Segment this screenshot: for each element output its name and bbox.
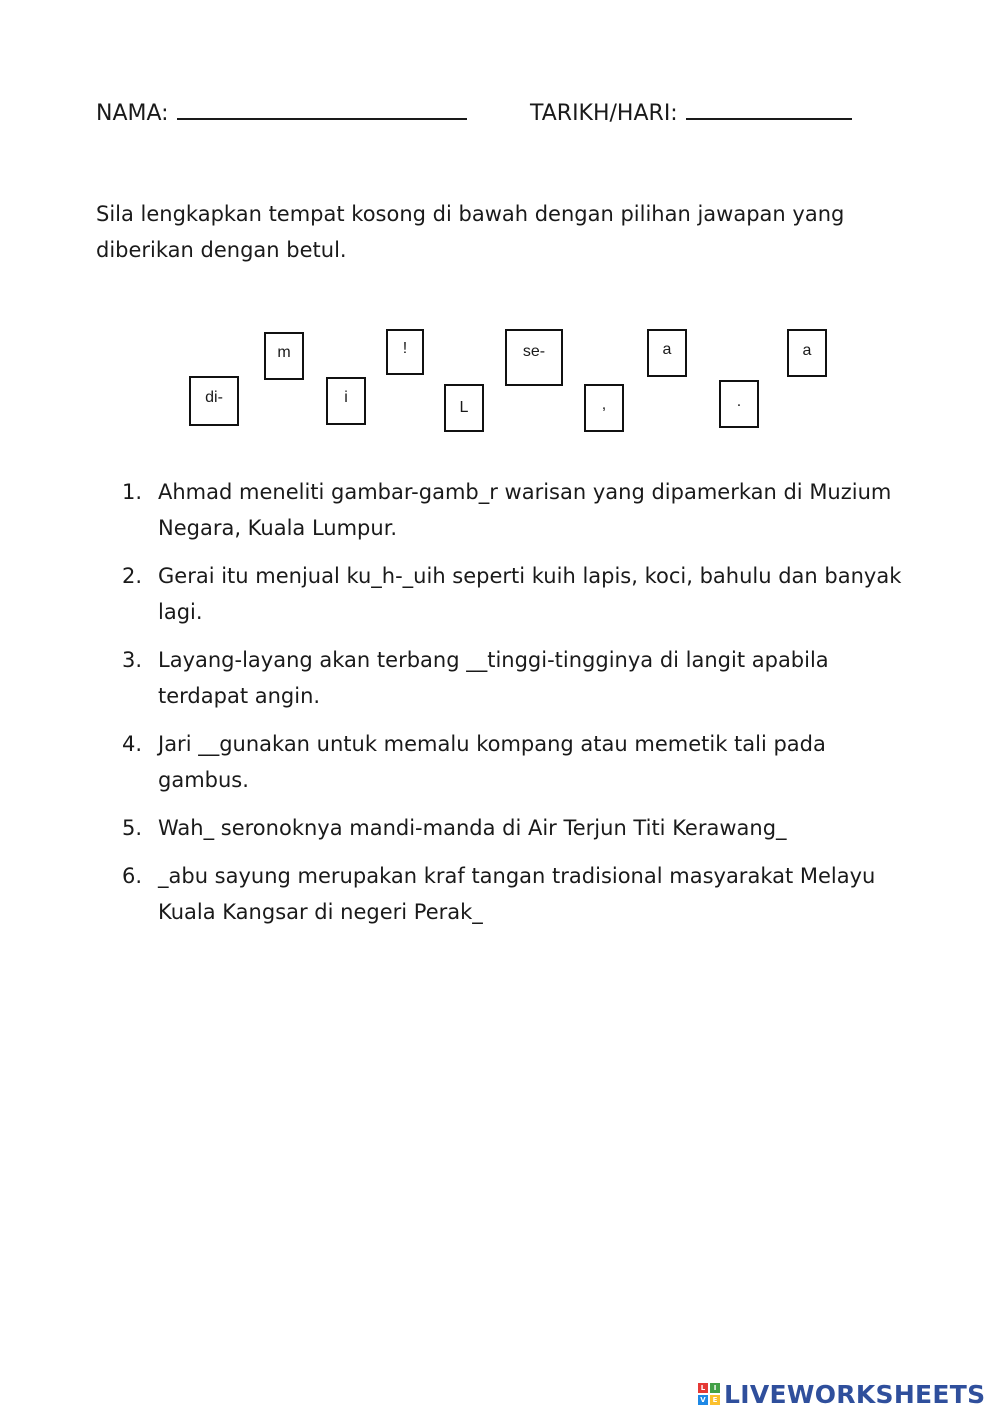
- name-field: [96, 98, 467, 126]
- name-input-line[interactable]: [177, 98, 467, 120]
- question-item: [122, 726, 912, 798]
- choice-tile[interactable]: L: [444, 384, 484, 432]
- question-text: Wah_ seronoknya mandi-manda di Air Terjun Titi Kerawang_: [158, 816, 787, 840]
- liveworksheets-logo-icon: [698, 1383, 720, 1405]
- question-item: [122, 858, 912, 930]
- date-input-line[interactable]: [686, 98, 852, 120]
- question-list: [122, 474, 912, 942]
- question-number: 3.: [122, 648, 143, 672]
- question-item: [122, 558, 912, 630]
- brand-name: LIVEWORKSHEETS: [724, 1379, 986, 1409]
- question-text: Layang-layang akan terbang __tinggi-tingginya di langit apabila terdapat angin.: [158, 648, 829, 708]
- logo-letter: I: [710, 1383, 720, 1393]
- choice-tile[interactable]: !: [386, 329, 424, 375]
- instruction-text: Sila lengkapkan tempat kosong di bawah dengan pilihan jawapan yang diberikan dengan betul.: [96, 202, 845, 262]
- choice-tile[interactable]: di-: [189, 376, 239, 426]
- choice-tile[interactable]: .: [719, 380, 759, 428]
- logo-letter: V: [698, 1395, 708, 1405]
- question-item: [122, 810, 912, 846]
- choice-tile[interactable]: a: [787, 329, 827, 377]
- question-item: [122, 642, 912, 714]
- question-text: Gerai itu menjual ku_h-_uih seperti kuih lapis, koci, bahulu dan banyak lagi.: [158, 564, 902, 624]
- choice-tile[interactable]: a: [647, 329, 687, 377]
- name-label: NAMA:: [96, 101, 169, 126]
- header: [96, 98, 896, 134]
- question-number: 4.: [122, 732, 143, 756]
- question-number: 6.: [122, 864, 143, 888]
- choice-tile[interactable]: ,: [584, 384, 624, 432]
- question-number: 1.: [122, 480, 143, 504]
- question-text: _abu sayung merupakan kraf tangan tradisional masyarakat Melayu Kuala Kangsar di negeri Perak_: [158, 864, 876, 924]
- date-label: TARIKH/HARI:: [530, 101, 678, 126]
- question-number: 2.: [122, 564, 143, 588]
- question-text: Jari __gunakan untuk memalu kompang atau memetik tali pada gambus.: [158, 732, 826, 792]
- liveworksheets-brand: [698, 1378, 985, 1410]
- question-text: Ahmad meneliti gambar-gamb_r warisan yang dipamerkan di Muzium Negara, Kuala Lumpur.: [158, 480, 892, 540]
- question-item: [122, 474, 912, 546]
- question-number: 5.: [122, 816, 143, 840]
- date-field: [530, 98, 852, 126]
- choice-tile[interactable]: i: [326, 377, 366, 425]
- choice-tile[interactable]: m: [264, 332, 304, 380]
- logo-letter: L: [698, 1383, 708, 1393]
- logo-letter: E: [710, 1395, 720, 1405]
- choice-tile[interactable]: se-: [505, 329, 563, 386]
